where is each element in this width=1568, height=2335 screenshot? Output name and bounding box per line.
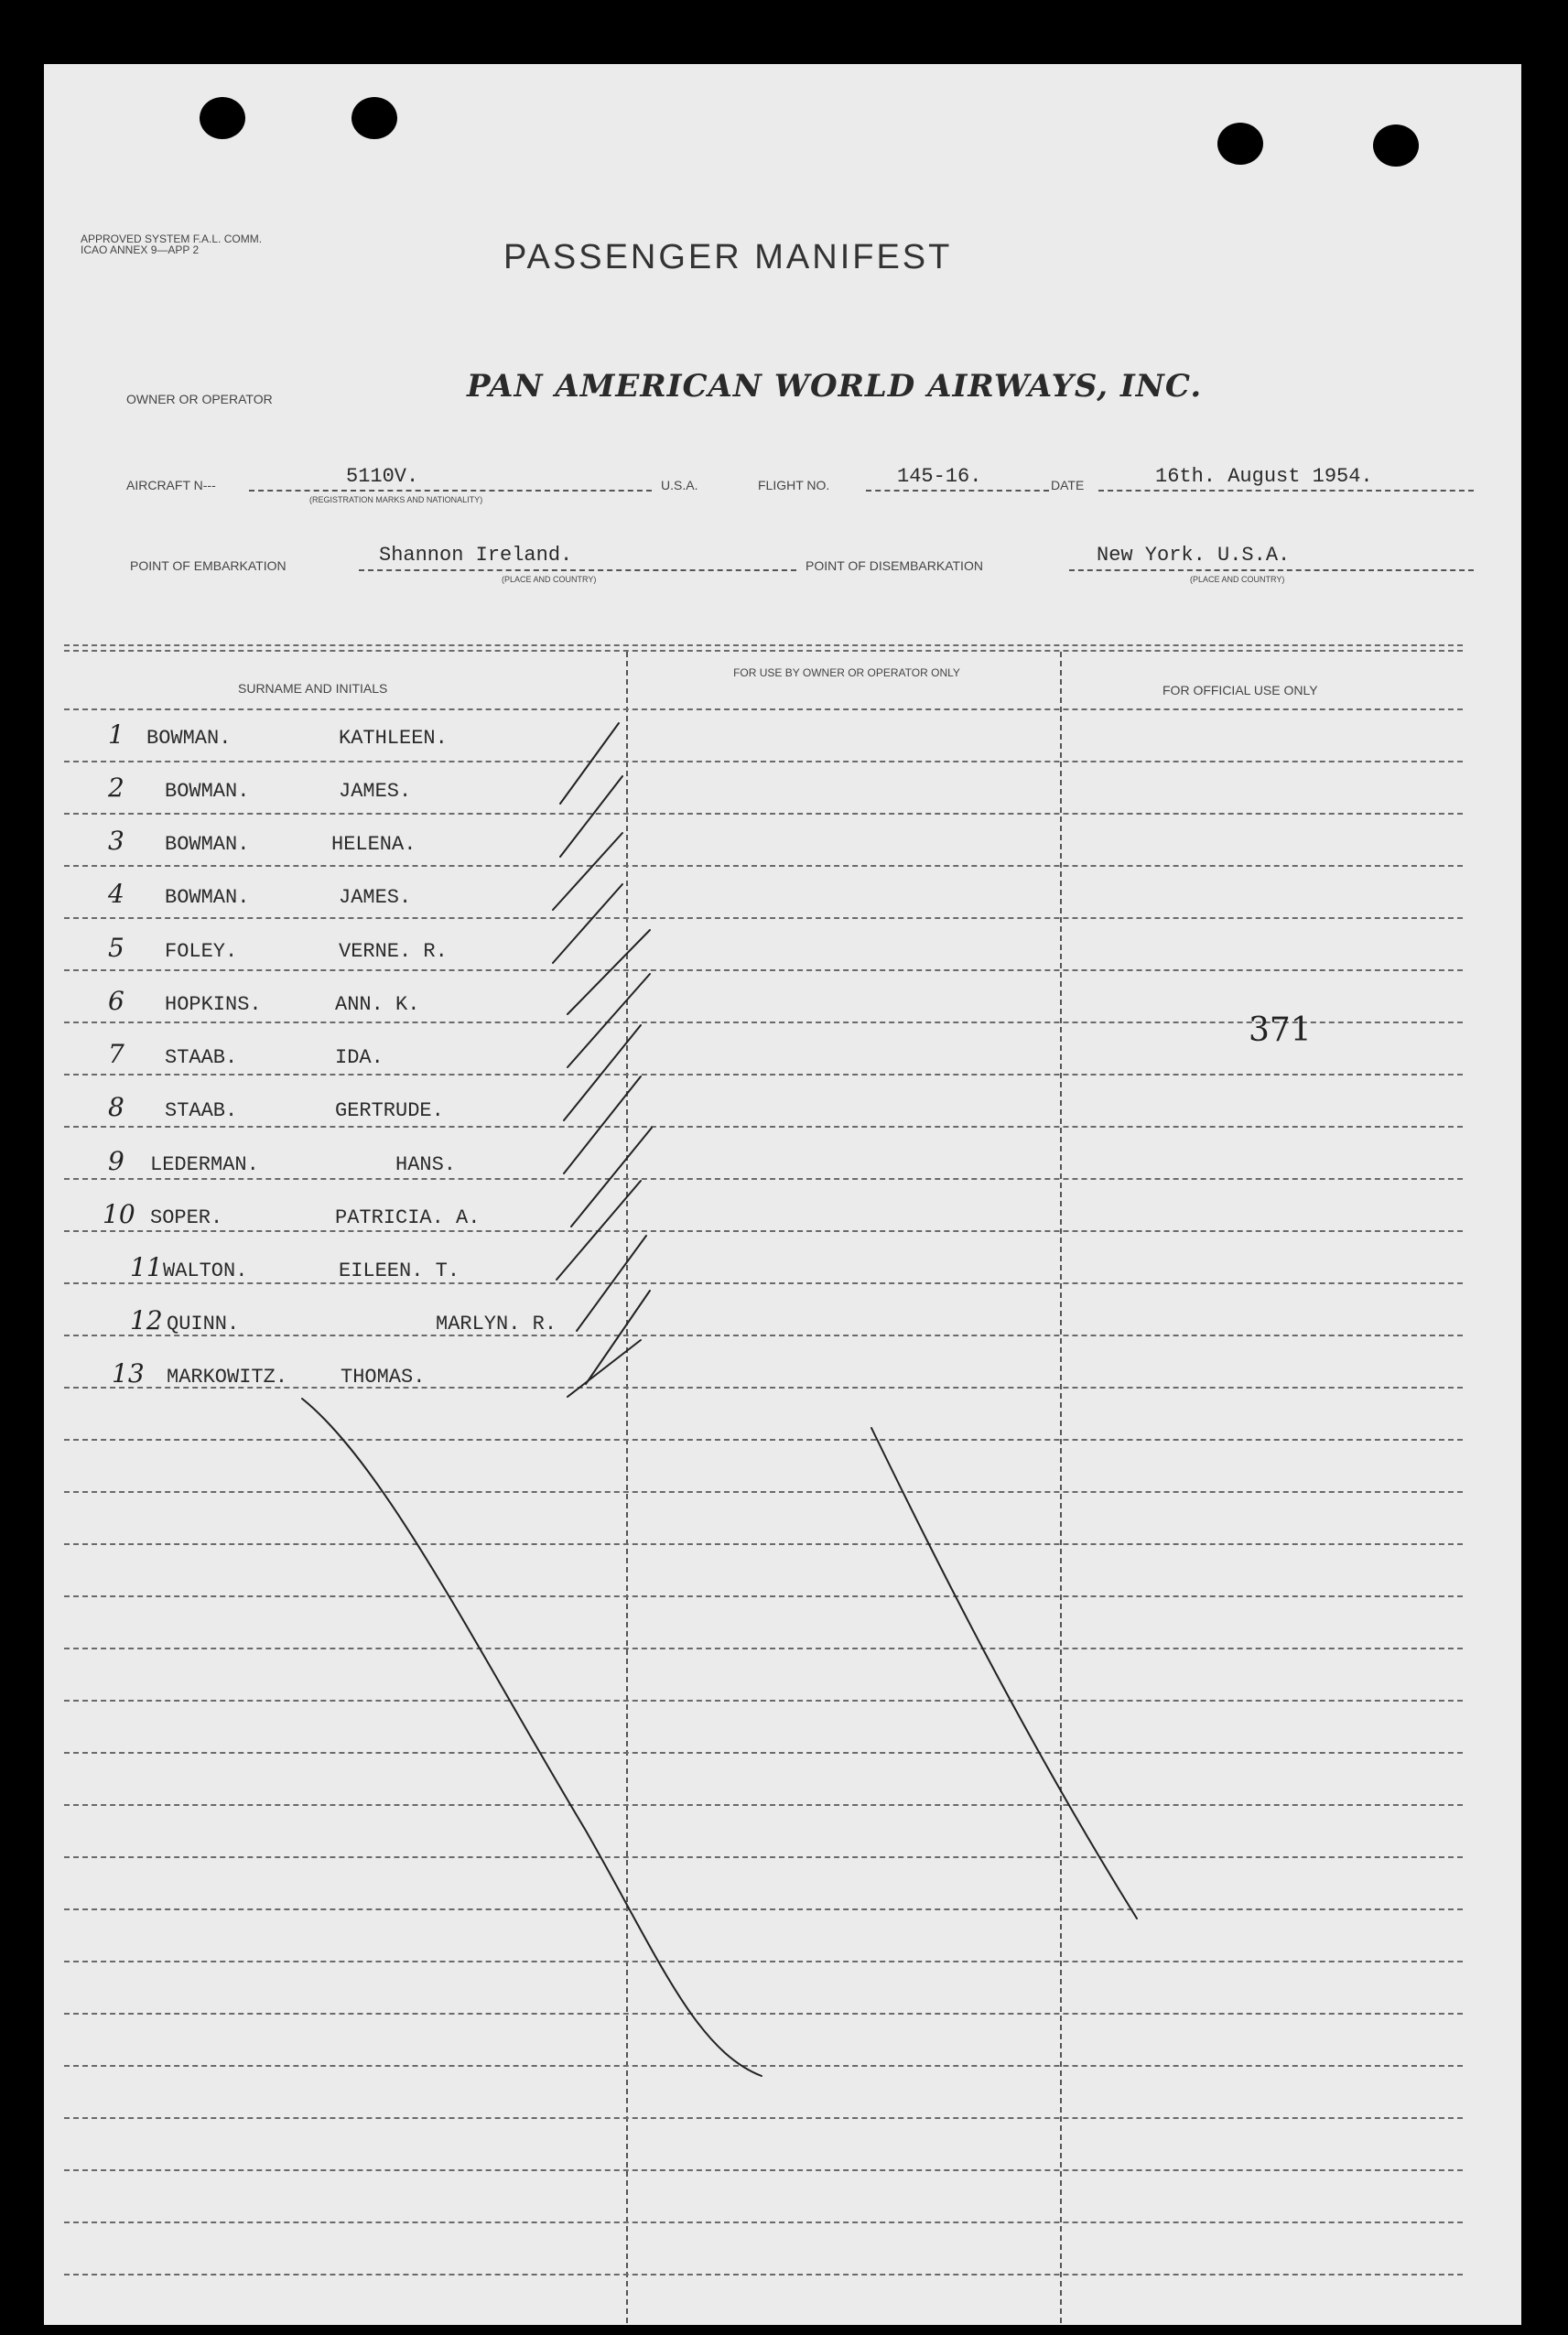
passenger-surname: WALTON. bbox=[163, 1259, 248, 1282]
aircraft-caption: (REGISTRATION MARKS AND NATIONALITY) bbox=[309, 495, 483, 504]
aircraft-label: AIRCRAFT N--- bbox=[126, 478, 216, 492]
passenger-surname: BOWMAN. bbox=[165, 780, 250, 803]
passenger-given-name: IDA. bbox=[335, 1046, 384, 1069]
passenger-given-name: EILEEN. T. bbox=[339, 1259, 460, 1282]
row-number: 11 bbox=[130, 1252, 163, 1282]
row-number: 10 bbox=[103, 1199, 135, 1229]
approval-note: APPROVED SYSTEM F.A.L. COMM. ICAO ANNEX 9—APP 2 bbox=[81, 232, 263, 256]
passenger-surname: SOPER. bbox=[150, 1206, 223, 1229]
owner-value: PAN AMERICAN WORLD AIRWAYS, INC. bbox=[467, 368, 1203, 405]
passenger-surname: FOLEY. bbox=[165, 940, 238, 963]
row-number: 4 bbox=[108, 879, 124, 909]
disembark-caption: (PLACE AND COUNTRY) bbox=[1190, 575, 1285, 584]
passenger-surname: QUINN. bbox=[167, 1313, 240, 1335]
aircraft-value: 5110V. bbox=[346, 465, 419, 488]
passenger-surname: MARKOWITZ. bbox=[167, 1366, 288, 1389]
embark-caption: (PLACE AND COUNTRY) bbox=[502, 575, 597, 584]
date-label: DATE bbox=[1051, 478, 1085, 492]
owner-label: OWNER OR OPERATOR bbox=[126, 392, 273, 406]
disembark-label: POINT OF DISEMBARKATION bbox=[806, 558, 983, 573]
row-number: 7 bbox=[108, 1039, 124, 1069]
disembark-value: New York. U.S.A. bbox=[1097, 544, 1291, 567]
passenger-given-name: GERTRUDE. bbox=[335, 1099, 444, 1122]
page-title: PASSENGER MANIFEST bbox=[503, 238, 953, 276]
passenger-surname: HOPKINS. bbox=[165, 993, 262, 1016]
row-number: 5 bbox=[108, 933, 124, 963]
row-number: 3 bbox=[108, 826, 124, 856]
row-number: 13 bbox=[112, 1358, 145, 1389]
embark-label: POINT OF EMBARKATION bbox=[130, 558, 287, 573]
passenger-surname: BOWMAN. bbox=[165, 886, 250, 909]
row-number: 6 bbox=[108, 986, 124, 1016]
row-number: 2 bbox=[108, 773, 124, 803]
passenger-surname: STAAB. bbox=[165, 1046, 238, 1069]
passenger-given-name: KATHLEEN. bbox=[339, 727, 448, 750]
passenger-surname: BOWMAN. bbox=[165, 833, 250, 856]
stamp-number: 371 bbox=[1249, 1011, 1312, 1049]
date-value: 16th. August 1954. bbox=[1155, 465, 1373, 488]
passenger-given-name: JAMES. bbox=[339, 886, 412, 909]
passenger-given-name: HELENA. bbox=[331, 833, 416, 856]
flight-label: FLIGHT NO. bbox=[758, 478, 830, 492]
usa-label: U.S.A. bbox=[661, 478, 698, 492]
row-number: 1 bbox=[108, 719, 124, 750]
embark-value: Shannon Ireland. bbox=[379, 544, 573, 567]
passenger-given-name: JAMES. bbox=[339, 780, 412, 803]
passenger-surname: BOWMAN. bbox=[146, 727, 232, 750]
row-number: 8 bbox=[108, 1092, 124, 1122]
passenger-given-name: THOMAS. bbox=[341, 1366, 426, 1389]
column-header-surname: SURNAME AND INITIALS bbox=[238, 681, 388, 696]
column-header-official-use: FOR OFFICIAL USE ONLY bbox=[1162, 683, 1318, 697]
column-header-owner-use: FOR USE BY OWNER OR OPERATOR ONLY bbox=[733, 666, 960, 679]
row-number: 12 bbox=[130, 1305, 163, 1335]
passenger-given-name: ANN. K. bbox=[335, 993, 420, 1016]
passenger-surname: STAAB. bbox=[165, 1099, 238, 1122]
passenger-given-name: MARLYN. R. bbox=[436, 1313, 557, 1335]
passenger-surname: LEDERMAN. bbox=[150, 1153, 259, 1176]
passenger-given-name: HANS. bbox=[395, 1153, 457, 1176]
flight-value: 145-16. bbox=[897, 465, 982, 488]
passenger-given-name: PATRICIA. A. bbox=[335, 1206, 481, 1229]
passenger-given-name: VERNE. R. bbox=[339, 940, 448, 963]
row-number: 9 bbox=[108, 1146, 124, 1176]
